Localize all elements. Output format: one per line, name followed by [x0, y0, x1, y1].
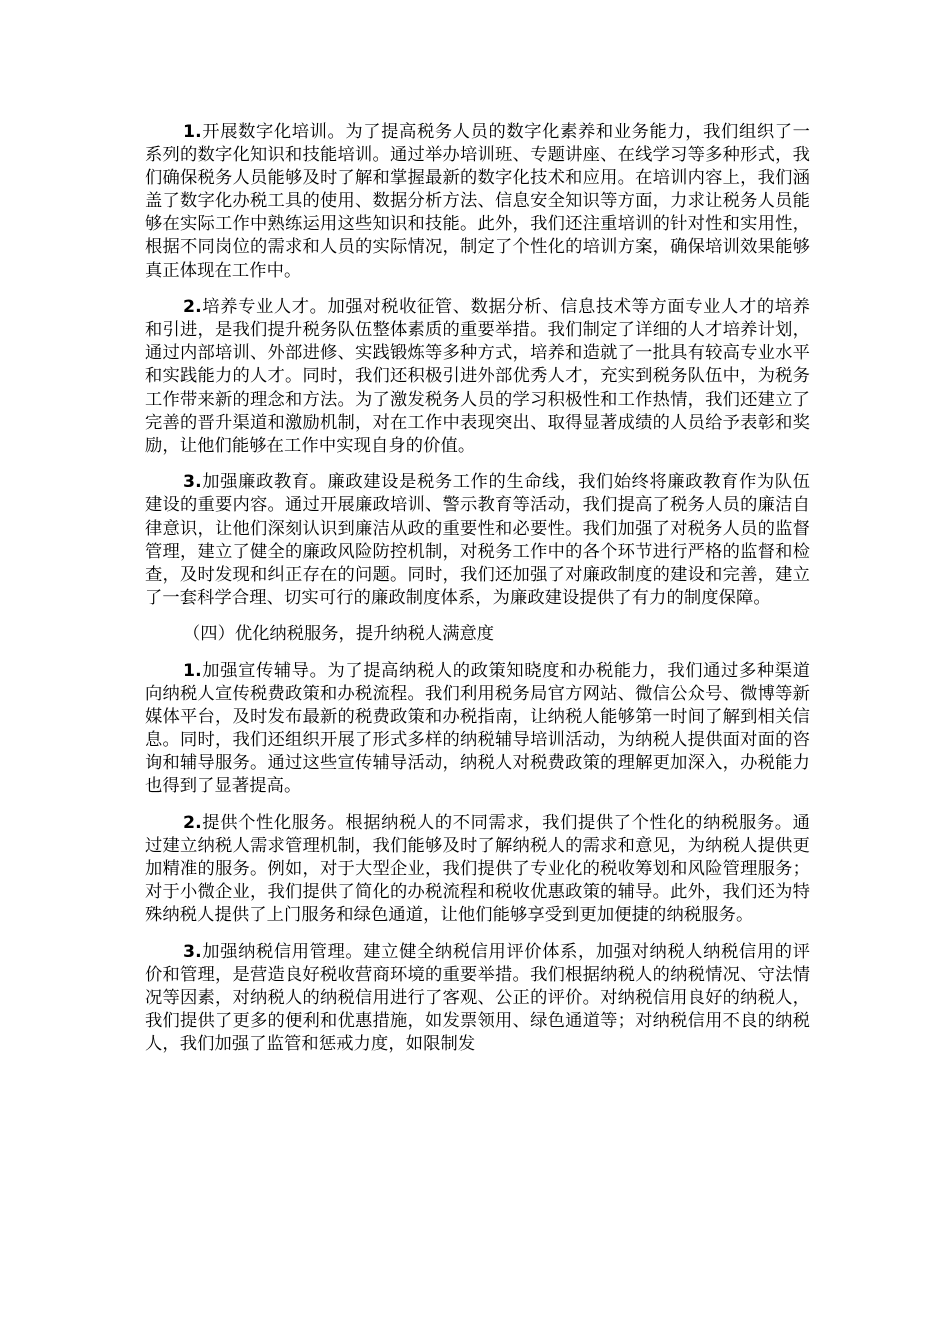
paragraph-3	[145, 471, 810, 610]
paragraph-5-text: 提供个性化服务。根据纳税人的不同需求，我们提供了个性化的纳税服务。通过建立纳税人需求管理机制，我们能够及时了解纳税人的需求和意见，为纳税人提供更加精准的服务。例如，对于大型企业，我们提供了专业化的税收筹划和风险管理服务；对于小微企业，我们提供了简化的办税流程和税收优惠政策的辅导。此外，我们还为特殊纳税人提供了上门服务和绿色通道，让他们能够享受到更加便捷的纳税服务。	[145, 813, 810, 926]
paragraph-1-text: 开展数字化培训。为了提高税务人员的数字化素养和业务能力，我们组织了一系列的数字化知识和技能培训。通过举办培训班、专题讲座、在线学习等多种形式，我们确保税务人员能够及时了解和掌握最新的数字化技术和应用。在培训内容上，我们涵盖了数字化办税工具的使用、数据分析方法、信息安全知识等方面，力求让税务人员能够在实际工作中熟练运用这些知识和技能。此外，我们还注重培训的针对性和实用性，根据不同岗位的需求和人员的实际情况，制定了个性化的培训方案，确保培训效果能够真正体现在工作中。	[145, 122, 810, 281]
paragraph-6-number: 3.	[183, 942, 202, 962]
section-heading: （四）优化纳税服务，提升纳税人满意度	[183, 624, 495, 645]
paragraph-2-text: 培养专业人才。加强对税收征管、数据分析、信息技术等方面专业人才的培养和引进，是我们提升税务队伍整体素质的重要举措。我们制定了详细的人才培养计划，通过内部培训、外部进修、实践锻炼等多种方式，培养和造就了一批具有较高专业水平和实践能力的人才。同时，我们还积极引进外部优秀人才，充实到税务队伍中，为税务工作带来新的理念和方法。为了激发税务人员的学习积极性和工作热情，我们还建立了完善的晋升渠道和激励机制，对在工作中表现突出、取得显著成绩的人员给予表彰和奖励，让他们能够在工作中实现自身的价值。	[145, 297, 810, 456]
paragraph-1-number: 1.	[183, 122, 202, 142]
paragraph-2	[145, 296, 810, 458]
paragraph-2-number: 2.	[183, 297, 202, 318]
paragraph-5	[145, 812, 810, 927]
paragraph-4-text: 加强宣传辅导。为了提高纳税人的政策知晓度和办税能力，我们通过多种渠道向纳税人宣传税费政策和办税流程。我们利用税务局官方网站、微信公众号、微博等新媒体平台，及时发布最新的税费政策和办税指南，让纳税人能够第一时间了解到相关信息。同时，我们还组织开展了形式多样的纳税辅导培训活动，为纳税人提供面对面的咨询和辅导服务。通过这些宣传辅导活动，纳税人对税费政策的理解更加深入，办税能力也得到了显著提高。	[145, 660, 810, 797]
paragraph-6	[145, 941, 810, 1056]
document-page	[145, 121, 810, 1070]
paragraph-1	[145, 121, 810, 283]
paragraph-5-number: 2.	[183, 813, 202, 834]
paragraph-3-number: 3.	[183, 472, 202, 493]
paragraph-3-text: 加强廉政教育。廉政建设是税务工作的生命线，我们始终将廉政教育作为队伍建设的重要内容。通过开展廉政培训、警示教育等活动，我们提高了税务人员的廉洁自律意识，让他们深刻认识到廉洁从政的重要性和必要性。我们加强了对税务人员的监督管理，建立了健全的廉政风险防控机制，对税务工作中的各个环节进行严格的监督和检查，及时发现和纠正存在的问题。同时，我们还加强了对廉政制度的建设和完善，建立了一套科学合理、切实可行的廉政制度体系，为廉政建设提供了有力的制度保障。	[145, 472, 810, 608]
paragraph-4	[145, 660, 810, 799]
paragraph-6-text: 加强纳税信用管理。建立健全纳税信用评价体系，加强对纳税人纳税信用的评价和管理，是营造良好税收营商环境的重要举措。我们根据纳税人的纳税情况、守法情况等因素，对纳税人的纳税信用进行了客观、公正的评价。对纳税信用良好的纳税人，我们提供了更多的便利和优惠措施，如发票领用、绿色通道等；对纳税信用不良的纳税人，我们加强了监管和惩戒力度，如限制发	[145, 942, 810, 1055]
paragraph-4-number: 1.	[183, 660, 202, 681]
